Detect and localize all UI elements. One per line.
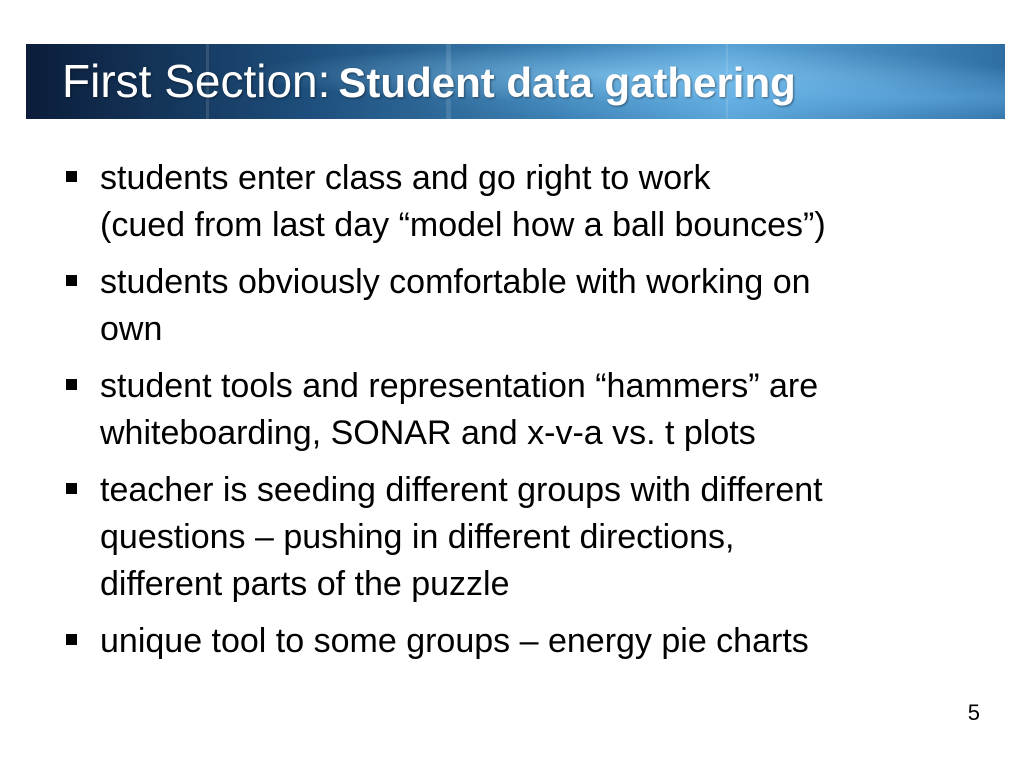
- square-bullet-icon: [66, 634, 77, 645]
- bullet-item: [62, 155, 972, 249]
- title-main: Student data gathering: [338, 59, 796, 106]
- bullet-line: whiteboarding, SONAR and x-v-a vs. t plots: [100, 414, 756, 452]
- bullet-item: [62, 363, 972, 457]
- title-banner: [26, 44, 1005, 119]
- title-prefix: First Section:: [62, 55, 331, 107]
- bullet-item: [62, 467, 972, 608]
- bullet-line: (cued from last day “model how a ball bounces”): [100, 206, 826, 244]
- square-bullet-icon: [66, 379, 77, 390]
- bullet-line: student tools and representation “hammers” are: [100, 367, 819, 405]
- bullet-line: unique tool to some groups – energy pie charts: [100, 622, 809, 660]
- bullet-item: [62, 259, 972, 353]
- bullet-line: questions – pushing in different directions,: [100, 518, 735, 556]
- bullet-line: teacher is seeding different groups with different: [100, 471, 823, 509]
- bullet-line: students obviously comfortable with working on: [100, 263, 811, 301]
- slide-title: [62, 54, 796, 119]
- bullet-line: different parts of the puzzle: [100, 565, 510, 603]
- bullet-item: [62, 618, 972, 665]
- bullet-list: [62, 155, 972, 675]
- square-bullet-icon: [66, 275, 77, 286]
- square-bullet-icon: [66, 483, 77, 494]
- bullet-line: students enter class and go right to work: [100, 159, 711, 197]
- page-number: 5: [967, 700, 980, 725]
- square-bullet-icon: [66, 171, 77, 182]
- bullet-line: own: [100, 310, 163, 348]
